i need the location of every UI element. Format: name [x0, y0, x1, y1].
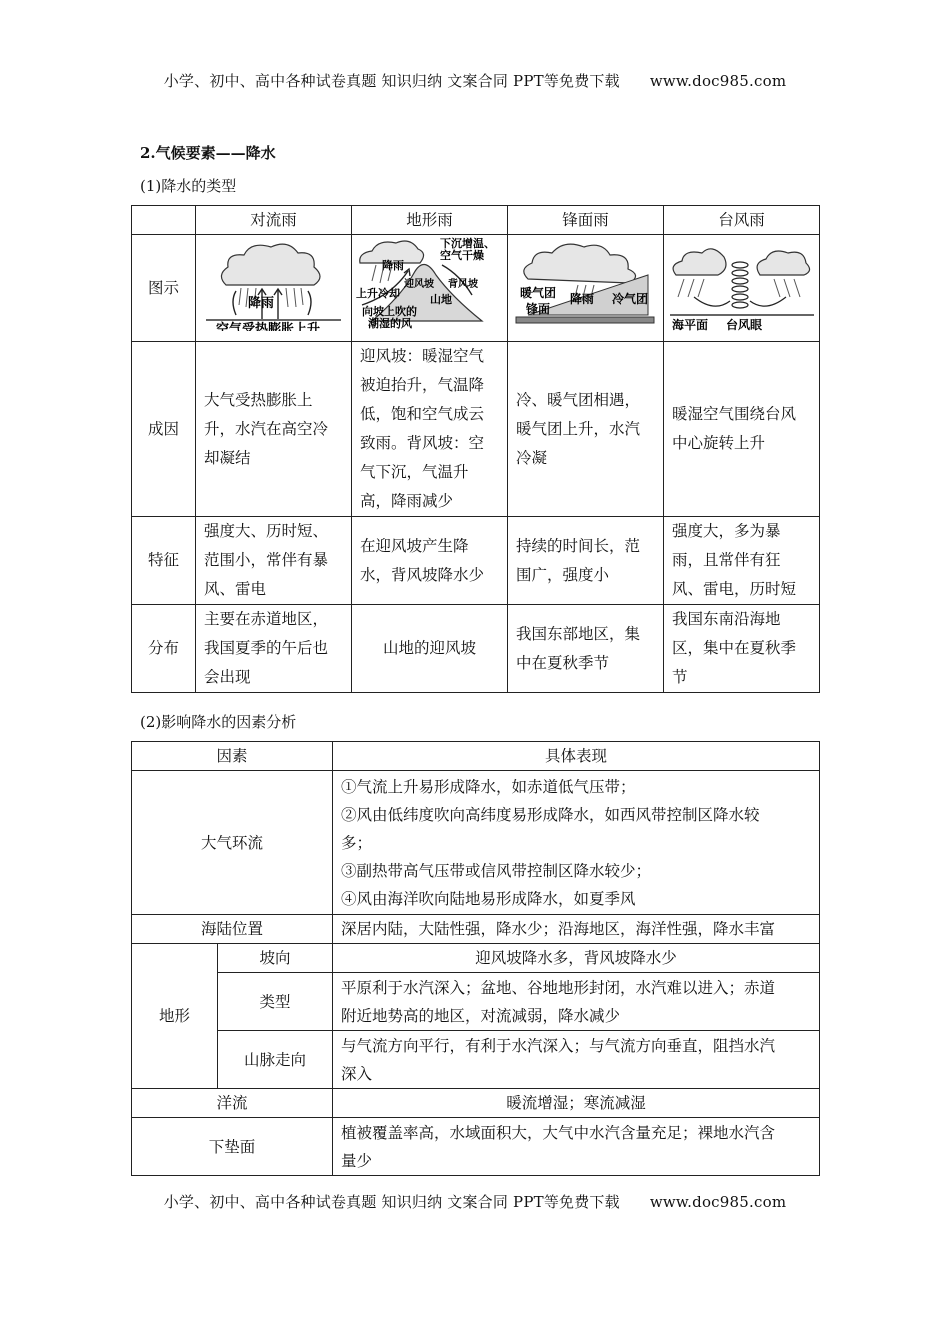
- typhoon-rain-illustration: [664, 235, 819, 331]
- table-row: [132, 605, 820, 693]
- table-cell: 主要在赤道地区， 我国夏季的午后也 会出现: [196, 605, 352, 693]
- factor-label: 地形: [132, 944, 218, 1089]
- table-row: [132, 973, 820, 1031]
- diagram-label: 上升冷却: [356, 287, 400, 300]
- table-cell: 持续的时间长，范 围广，强度小: [508, 517, 664, 605]
- table-row: [132, 1089, 820, 1118]
- convection-diagram: [196, 235, 352, 342]
- table-cell: 我国东部地区，集 中在夏秋季节: [508, 605, 664, 693]
- diagram-label: 降雨: [570, 292, 595, 306]
- footer-text: 小学、初中、高中各种试卷真题 知识归纳 文案合同 PPT等免费下载: [163, 1193, 620, 1211]
- table-cell: 植被覆盖率高，水域面积大，大气中水汽含量充足；裸地水汽含 量少: [333, 1118, 820, 1176]
- convection-rain-illustration: [196, 235, 351, 331]
- orographic-rain-illustration: [352, 235, 507, 331]
- header-cell: 锋面雨: [508, 206, 664, 235]
- header-cell: 因素: [132, 742, 333, 771]
- table-cell: 深居内陆，大陆性强，降水少；沿海地区，海洋性强，降水丰富: [333, 915, 820, 944]
- table-cell: 暖流增湿；寒流减湿: [333, 1089, 820, 1118]
- header-text: 小学、初中、高中各种试卷真题 知识归纳 文案合同 PPT等免费下载: [163, 72, 620, 90]
- diagram-label: 向坡上吹的: [362, 305, 417, 318]
- table-cell: 山地的迎风坡: [352, 605, 508, 693]
- header-cell: [132, 206, 196, 235]
- table-header-row: [132, 742, 820, 771]
- table-cell: 强度大，多为暴 雨，且常伴有狂 风、雷电，历时短: [664, 517, 820, 605]
- sub-factor-label: 山脉走向: [218, 1031, 333, 1089]
- frontal-rain-illustration: [508, 235, 663, 331]
- row-label: 特征: [132, 517, 196, 605]
- diagram-label: 海平面: [672, 318, 709, 331]
- table-row: [132, 771, 820, 915]
- table-cell: 迎风坡降水多，背风坡降水少: [333, 944, 820, 973]
- section-title: 2.气候要素——降水: [140, 144, 276, 162]
- table-cell: 与气流方向平行，有利于水汽深入；与气流方向垂直，阻挡水汽 深入: [333, 1031, 820, 1089]
- table-cell: 我国东南沿海地 区，集中在夏秋季 节: [664, 605, 820, 693]
- diagram-label: 空气受热膨胀上升: [216, 322, 321, 331]
- table-row: [132, 342, 820, 517]
- factor-label: 洋流: [132, 1089, 333, 1118]
- factor-label: 海陆位置: [132, 915, 333, 944]
- table-cell: 大气受热膨胀上 升，水汽在高空冷 却凝结: [196, 342, 352, 517]
- header-url[interactable]: www.doc985.com: [649, 72, 787, 90]
- table-cell: 暖湿空气围绕台风 中心旋转上升: [664, 342, 820, 517]
- diagram-label: 冷气团: [612, 292, 649, 306]
- table-cell: 冷、暖气团相遇， 暖气团上升，水汽 冷凝: [508, 342, 664, 517]
- precip-types-table: [131, 205, 820, 693]
- factor-label: 大气环流: [132, 771, 333, 915]
- page-header: [0, 70, 950, 91]
- header-cell: 台风雨: [664, 206, 820, 235]
- header-cell: 对流雨: [196, 206, 352, 235]
- table-row: [132, 1118, 820, 1176]
- sub-factor-label: 类型: [218, 973, 333, 1031]
- diagram-label: 空气干燥: [440, 249, 484, 262]
- table-cell: 强度大、历时短、 范围小，常伴有暴 风、雷电: [196, 517, 352, 605]
- footer-url[interactable]: www.doc985.com: [649, 1193, 787, 1211]
- table-row: [132, 517, 820, 605]
- table-cell: 迎风坡：暖湿空气 被迫抬升，气温降 低，饱和空气成云 致雨。背风坡：空 气下沉，气温升 高，降雨减少: [352, 342, 508, 517]
- frontal-diagram: [508, 235, 664, 342]
- diagram-label: 锋面: [526, 302, 551, 316]
- table-row: [132, 1031, 820, 1089]
- table-row: [132, 944, 820, 973]
- diagram-label: 降雨: [382, 259, 404, 272]
- diagram-label: 背风坡: [448, 279, 478, 290]
- row-label: 图示: [132, 235, 196, 342]
- table-cell: ①气流上升易形成降水，如赤道低气压带； ②风由低纬度吹向高纬度易形成降水，如西风带控制区降水较 多； ③副热带高气压带或信风带控制区降水较少； ④风由海洋吹向陆地易形成降水，如夏季风: [333, 771, 820, 915]
- diagram-label: 潮湿的风: [368, 317, 412, 330]
- table-row: [132, 915, 820, 944]
- factor-label: 下垫面: [132, 1118, 333, 1176]
- diagram-label: 迎风坡: [404, 279, 434, 290]
- diagram-label: 山地: [430, 293, 452, 306]
- precip-factors-table: [131, 741, 820, 1176]
- sub-factor-label: 坡向: [218, 944, 333, 973]
- orographic-diagram: [352, 235, 508, 342]
- header-cell: 具体表现: [333, 742, 820, 771]
- diagram-label: 下沉增温、: [440, 237, 495, 250]
- table-cell: 平原利于水汽深入；盆地、谷地地形封闭，水汽难以进入；赤道 附近地势高的地区，对流减弱，降水减少: [333, 973, 820, 1031]
- page-footer: [0, 1191, 950, 1212]
- diagram-label: 暖气团: [520, 286, 557, 300]
- header-cell: 地形雨: [352, 206, 508, 235]
- diagram-label: 降雨: [248, 296, 275, 311]
- typhoon-diagram: [664, 235, 820, 342]
- table2-title: (2)影响降水的因素分析: [140, 713, 297, 731]
- table1-title: (1)降水的类型: [140, 177, 237, 195]
- row-label: 成因: [132, 342, 196, 517]
- diagram-label: 台风眼: [726, 318, 763, 331]
- table-cell: 在迎风坡产生降 水，背风坡降水少: [352, 517, 508, 605]
- row-label: 分布: [132, 605, 196, 693]
- table-header-row: [132, 206, 820, 235]
- diagram-row: [132, 235, 820, 342]
